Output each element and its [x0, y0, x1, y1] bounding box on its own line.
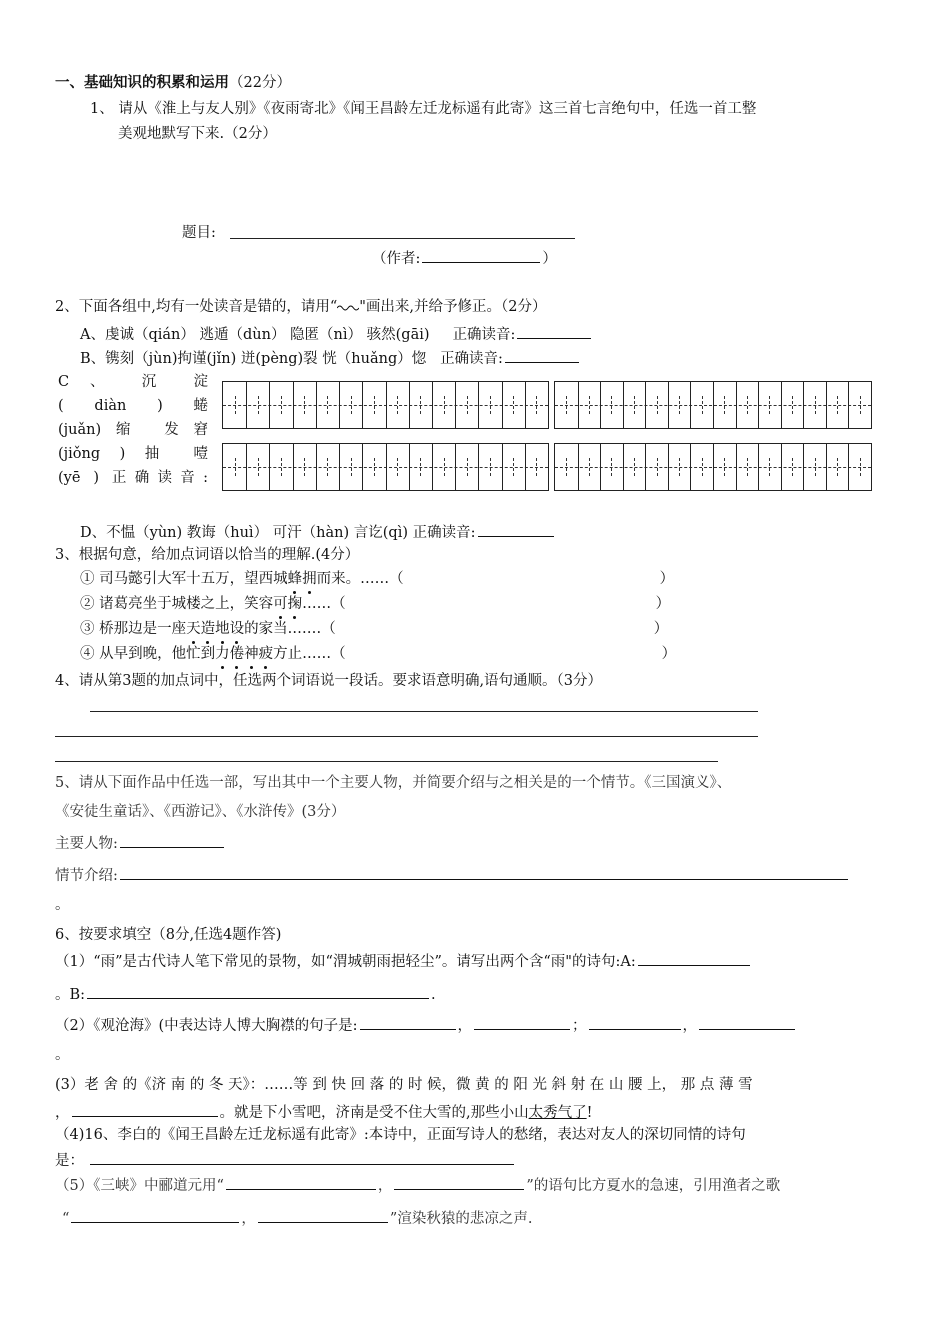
q3-item-text: ② 诸葛亮坐于城楼之上，笑容: [80, 596, 274, 612]
grid-cell-cross: [657, 396, 658, 414]
grid-cell-divider: [432, 382, 433, 428]
grid-cell-divider: [736, 444, 737, 490]
grid-cell-cross: [444, 458, 445, 476]
grid-cell-cross: [566, 458, 567, 476]
q5-person-blank[interactable]: [120, 833, 224, 848]
q6-p2-sep: ，: [457, 1018, 473, 1034]
q3-dotted-word: [186, 621, 244, 637]
q6-p5-blank[interactable]: [258, 1208, 388, 1223]
grid-cell-cross: [747, 458, 748, 476]
q1-author-line: [372, 248, 557, 268]
emphasis-dot-char: 力: [215, 646, 230, 662]
q3-item-text: ① 司马懿引大军十五万，望西城: [80, 571, 288, 587]
grid-cell-cross: [566, 396, 567, 414]
grid-cell-cross: [702, 396, 703, 414]
grid-cell-divider: [502, 444, 503, 490]
grid-cell-cross: [304, 458, 305, 476]
grid-cell-cross: [327, 458, 328, 476]
grid-cell-cross: [724, 458, 725, 476]
grid-cell-divider: [645, 444, 646, 490]
q4-answer-line[interactable]: [90, 711, 758, 712]
q6-p1-line1: [55, 951, 752, 971]
grid-cell-divider: [478, 444, 479, 490]
grid-cell-divider: [409, 382, 410, 428]
grid-cell-cross: [281, 396, 282, 414]
grid-cell-divider: [246, 444, 247, 490]
grid-cell-divider: [668, 382, 669, 428]
q6-p1-b-blank[interactable]: [87, 984, 429, 999]
grid-cell-divider: [781, 382, 782, 428]
q5-period: 。: [55, 897, 70, 913]
grid-cell-divider: [455, 444, 456, 490]
q3-item: [80, 595, 670, 613]
q6-p1-a-blank[interactable]: [638, 951, 750, 966]
q2-d-correct-label: 正确读音:: [412, 525, 476, 541]
grid-cell-cross: [589, 458, 590, 476]
grid-cell-cross: [351, 396, 352, 414]
q6-p3-line2: [55, 1102, 592, 1122]
q5-line2: 《安徒生童话》、《西游记》、《水浒传》(3分）: [55, 804, 346, 820]
q3-item-close: ）: [659, 571, 675, 587]
q3-item-text: ④ 从早到晚，他忙到: [80, 646, 216, 662]
emphasis-dot-char: 倦: [229, 646, 245, 662]
grid-cell-cross: [374, 396, 375, 414]
emphasis-dot-char: 疲: [258, 646, 274, 662]
grid-cell-divider: [269, 444, 270, 490]
emphasis-dot-char: 可: [273, 596, 288, 612]
emphasis-dot-char: 神: [244, 646, 259, 662]
q6-p5-sep: ，: [241, 1211, 256, 1227]
q6-p5-blank[interactable]: [71, 1208, 239, 1223]
q2-prompt: [55, 298, 547, 316]
grid-cell-cross: [679, 458, 680, 476]
grid-cell-divider: [690, 444, 691, 490]
grid-cell-cross: [513, 396, 514, 414]
q6-p3-line1: (3）老 舍 的《济 南 的 冬 天》：……等 到 快 回 落 的 时 候，微 黄 的 阳 光 斜 射 在 山 腰 上， 那 点 薄 雪: [55, 1077, 753, 1093]
grid-cell-divider: [316, 382, 317, 428]
writing-grid[interactable]: [222, 443, 549, 491]
q3-prompt: 3、根据句意，给加点词语以恰当的理解.(4分）: [55, 547, 360, 563]
grid-cell-cross: [860, 396, 861, 414]
q2-d-text: D、不愠（yùn) 教诲（huì） 可汗（hàn) 言讫(qì): [80, 525, 409, 541]
grid-cell-divider: [362, 382, 363, 428]
q1-line1: 1、 请从《淮上与友人别》《夜雨寄北》《闻王昌龄左迁龙标遥有此寄》这三首七言绝句中，任选一首工整: [90, 101, 757, 117]
grid-cell-cross: [657, 458, 658, 476]
grid-cell-divider: [600, 382, 601, 428]
grid-cell-divider: [600, 444, 601, 490]
q2-a-answer-blank[interactable]: [517, 324, 591, 339]
q2-b-answer-blank[interactable]: [505, 348, 579, 363]
grid-cell-cross: [235, 396, 236, 414]
section-heading: [55, 74, 291, 92]
q2-b-correct-label: 正确读音:: [440, 351, 503, 367]
q6-p5-blank[interactable]: [394, 1175, 524, 1190]
q4-answer-line[interactable]: [55, 761, 718, 762]
grid-cell-divider: [293, 382, 294, 428]
grid-cell-divider: [623, 382, 624, 428]
q6-p3-comma: ，: [55, 1105, 70, 1121]
grid-cell-divider: [826, 382, 827, 428]
grid-cell-divider: [758, 382, 759, 428]
q3-item-text: ……（: [302, 596, 346, 612]
q6-p4-label: 是：: [55, 1153, 84, 1169]
q3-item: [80, 620, 668, 638]
grid-cell-cross: [611, 458, 612, 476]
q6-p2-sep: ，: [682, 1018, 698, 1034]
grid-cell-divider: [803, 444, 804, 490]
grid-cell-divider: [713, 382, 714, 428]
grid-cell-divider: [736, 382, 737, 428]
q6-p3-text: 。就是下小雪吧，济南是受不住大雪的,那些小山: [219, 1105, 529, 1121]
emphasis-dot-char: 天: [186, 621, 201, 637]
grid-cell-divider: [478, 382, 479, 428]
grid-cell-divider: [826, 444, 827, 490]
q4-answer-line[interactable]: [55, 736, 758, 737]
grid-cell-divider: [781, 444, 782, 490]
grid-cell-divider: [578, 382, 579, 428]
grid-cell-cross: [374, 458, 375, 476]
grid-cell-divider: [623, 444, 624, 490]
emphasis-dot-char: 造: [200, 621, 216, 637]
grid-cell-divider: [578, 444, 579, 490]
grid-cell-cross: [467, 458, 468, 476]
grid-cell-cross: [611, 396, 612, 414]
grid-cell-cross: [258, 396, 259, 414]
q5-plot: [55, 865, 850, 885]
grid-cell-cross: [536, 396, 537, 414]
q1-line2: 美观地默写下来.（2分）: [118, 126, 277, 142]
q2-option-c: [58, 370, 208, 490]
writing-grid[interactable]: [554, 381, 872, 429]
q6-p2-blank[interactable]: [474, 1015, 570, 1030]
q6-p5-line2: [62, 1208, 532, 1228]
grid-cell-cross: [304, 396, 305, 414]
q6-p5-text: ”的语句比方夏水的急速，引用渔者之歌: [526, 1178, 781, 1194]
grid-cell-cross: [235, 458, 236, 476]
q6-p1-b-label: 。B:: [55, 987, 86, 1003]
q6-p2-text: （2）《观沧海》(中表达诗人博大胸襟的句子是:: [55, 1018, 358, 1034]
section-heading-score: （22分）: [229, 75, 291, 91]
q3-dotted-word: [273, 596, 302, 612]
q6-prompt: 6、按要求填空（8分,任选4题作答): [55, 927, 282, 943]
q6-p5-blank[interactable]: [226, 1175, 376, 1190]
q5-person: [55, 833, 226, 853]
q3-item-text: 而来。……（: [316, 571, 404, 587]
q6-p5-line1: [55, 1175, 780, 1195]
q3-item: [80, 570, 674, 588]
q2-c-line: (jiǒng ) 抽 噎: [58, 446, 208, 462]
q5-plot-blank[interactable]: [120, 865, 848, 880]
q6-p5-text: ”渲染秋猿的悲凉之声.: [389, 1211, 533, 1227]
q6-p3-underlined: 太秀气了: [528, 1105, 587, 1121]
grid-cell-divider: [713, 444, 714, 490]
grid-cell-divider: [362, 444, 363, 490]
q6-p1-end: .: [431, 987, 436, 1003]
grid-cell-cross: [815, 458, 816, 476]
grid-cell-divider: [339, 382, 340, 428]
q2-c-line: C 、 沉 淀: [58, 374, 208, 390]
q6-p2-blank[interactable]: [699, 1015, 795, 1030]
emphasis-dot-char: 掬: [287, 596, 303, 612]
grid-cell-cross: [420, 396, 421, 414]
q2-option-b: [80, 348, 581, 368]
q6-p2-blank[interactable]: [589, 1015, 681, 1030]
grid-cell-cross: [837, 396, 838, 414]
grid-cell-cross: [281, 458, 282, 476]
q2-prompt-a: 2、下面各组中,均有一处读音是错的，请用“: [55, 299, 338, 315]
emphasis-dot-char: 蜂: [287, 571, 303, 587]
grid-cell-cross: [420, 458, 421, 476]
q3-item: [80, 645, 676, 663]
q3-dotted-word: [288, 571, 317, 587]
q5-line1: 5、请从下面作品中任选一部，写出其中一个主要人物，并简要介绍与之相关是的一个情节。《三国演义》、: [55, 775, 732, 791]
grid-cell-cross: [769, 396, 770, 414]
grid-cell-cross: [490, 458, 491, 476]
q1-author-blank[interactable]: [422, 248, 540, 263]
q1-title-blank[interactable]: [230, 238, 575, 239]
grid-cell-divider: [525, 382, 526, 428]
grid-cell-divider: [293, 444, 294, 490]
grid-cell-divider: [525, 444, 526, 490]
q5-plot-label: 情节介绍:: [55, 868, 118, 884]
grid-cell-cross: [351, 458, 352, 476]
grid-cell-cross: [792, 396, 793, 414]
q1-title-label: 题目:: [182, 225, 216, 241]
grid-cell-divider: [668, 444, 669, 490]
q6-p5-text: （5）《三峡》中郦道元用“: [55, 1178, 224, 1194]
q3-item-text: ③ 桥那边是一座: [80, 621, 187, 637]
grid-cell-cross: [792, 458, 793, 476]
grid-cell-cross: [860, 458, 861, 476]
q2-a-correct-label: 正确读音:: [452, 327, 516, 343]
q6-p3-end: !: [586, 1105, 593, 1121]
emphasis-dot-char: 设: [229, 621, 245, 637]
grid-cell-divider: [848, 382, 849, 428]
grid-cell-divider: [645, 382, 646, 428]
q2-b-text: B、镌刻（jùn)拘谨(jǐn) 迸(pèng)裂 恍（huǎng）惚: [80, 351, 427, 367]
q6-p3-blank[interactable]: [72, 1102, 218, 1117]
grid-cell-divider: [455, 382, 456, 428]
grid-cell-cross: [258, 458, 259, 476]
emphasis-dot-char: 拥: [302, 571, 317, 587]
q2-c-line: (yē ) 正确读音:: [58, 470, 208, 486]
emphasis-dot-char: 地: [215, 621, 230, 637]
q6-p4-blank[interactable]: [90, 1150, 514, 1165]
q6-p2-blank[interactable]: [360, 1015, 456, 1030]
q2-a-text: A、虔诚（qián） 逃遁（dùn） 隐匿（nì） 骇然(gāi): [80, 327, 430, 343]
grid-cell-cross: [490, 396, 491, 414]
q2-c-line: (juǎn)缩 发窘: [58, 422, 208, 438]
grid-cell-cross: [513, 458, 514, 476]
q2-option-d: [80, 522, 556, 542]
grid-cell-cross: [747, 396, 748, 414]
writing-grid[interactable]: [554, 443, 872, 491]
q6-p1-line2: [55, 984, 436, 1004]
grid-cell-divider: [386, 444, 387, 490]
grid-cell-divider: [690, 382, 691, 428]
q2-option-a: [80, 324, 593, 344]
grid-cell-divider: [316, 444, 317, 490]
grid-cell-cross: [536, 458, 537, 476]
q6-p2-period: 。: [55, 1047, 70, 1063]
q4-prompt: 4、请从第3题的加点词中，任选两个词语说一段话。要求语意明确,语句通顺。（3分）: [55, 673, 603, 689]
grid-cell-divider: [502, 382, 503, 428]
q2-c-line: ( diàn ) 蜷: [58, 398, 208, 414]
grid-cell-cross: [397, 396, 398, 414]
q6-p2: [55, 1015, 797, 1035]
grid-cell-cross: [837, 458, 838, 476]
grid-cell-cross: [815, 396, 816, 414]
grid-cell-divider: [432, 444, 433, 490]
grid-cell-cross: [634, 396, 635, 414]
grid-cell-divider: [803, 382, 804, 428]
grid-cell-divider: [758, 444, 759, 490]
q6-p5-text: “: [62, 1211, 70, 1227]
grid-cell-cross: [327, 396, 328, 414]
q3-item-text: 方止……（: [273, 646, 346, 662]
grid-cell-cross: [444, 396, 445, 414]
q2-prompt-b: "画出来,并给予修正。（2分）: [359, 299, 547, 315]
grid-cell-divider: [848, 444, 849, 490]
grid-cell-cross: [724, 396, 725, 414]
wavy-underline-icon: [337, 303, 359, 311]
grid-cell-divider: [409, 444, 410, 490]
q2-d-answer-blank[interactable]: [478, 522, 554, 537]
grid-cell-cross: [589, 396, 590, 414]
q6-p4-line2: [55, 1150, 516, 1170]
q1-author-close: ）: [542, 251, 557, 267]
q6-p1-text: （1）“雨”是古代诗人笔下常见的景物，如“渭城朝雨挹轻尘”。请写出两个含“雨"的诗句:A:: [55, 954, 636, 970]
grid-cell-divider: [386, 382, 387, 428]
q3-item-close: ）: [661, 646, 677, 662]
grid-cell-cross: [769, 458, 770, 476]
grid-cell-divider: [339, 444, 340, 490]
q3-item-close: ）: [653, 621, 669, 637]
q3-item-text: 的家当.……（: [244, 621, 336, 637]
grid-cell-cross: [397, 458, 398, 476]
q6-p2-sep: ；: [572, 1018, 587, 1034]
q3-item-close: ）: [655, 596, 671, 612]
grid-cell-cross: [702, 458, 703, 476]
section-heading-text: 一、基础知识的积累和运用: [55, 74, 229, 91]
writing-grid[interactable]: [222, 381, 549, 429]
grid-cell-divider: [269, 382, 270, 428]
q6-p5-sep: ，: [377, 1178, 393, 1194]
q1-author-label: （作者:: [372, 251, 421, 267]
grid-cell-cross: [679, 396, 680, 414]
grid-cell-cross: [634, 458, 635, 476]
grid-cell-divider: [246, 382, 247, 428]
q6-p4-line1: （4)16、李白的《闻王昌龄左迁龙标遥有此寄》:本诗中，正面写诗人的愁绪，表达对友人的深切同情的诗句: [55, 1127, 746, 1143]
q3-dotted-word: [215, 646, 273, 662]
grid-cell-cross: [467, 396, 468, 414]
q5-person-label: 主要人物:: [55, 836, 118, 852]
